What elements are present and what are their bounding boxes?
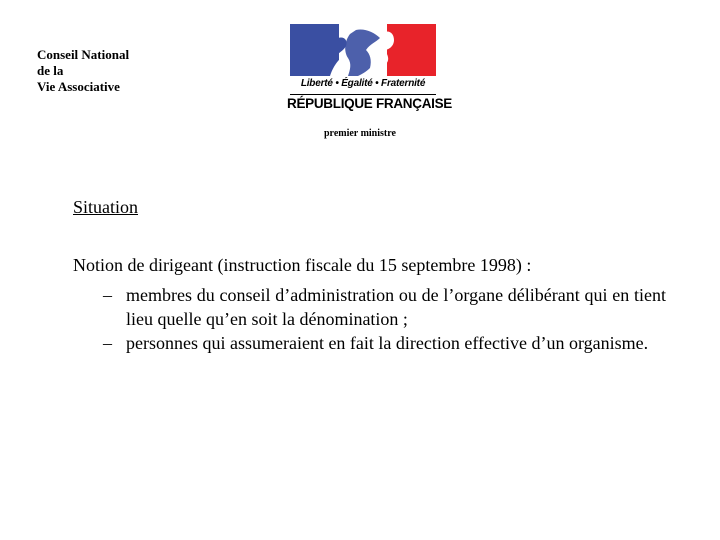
organization-name xyxy=(37,47,129,95)
bullet-marker: – xyxy=(103,333,112,353)
list-item xyxy=(103,283,666,331)
list-item-text: personnes qui assumeraient en fait la direction effective d’un organisme. xyxy=(126,333,649,353)
list-item xyxy=(103,331,666,355)
intro-text: Notion de dirigeant (instruction fiscale du 15 septembre 1998) : xyxy=(73,255,532,275)
logo-divider xyxy=(290,94,436,95)
bullet-list xyxy=(103,283,666,355)
organization-line: Vie Associative xyxy=(37,79,120,94)
organization-line: de la xyxy=(37,63,64,78)
bullet-marker: – xyxy=(103,285,112,305)
marianne-flag-icon xyxy=(290,24,436,76)
organization-line: Conseil National xyxy=(37,47,130,62)
section-heading: Situation xyxy=(73,197,139,217)
republique-francaise-logo xyxy=(287,24,453,116)
subtitle-premier-ministre: premier ministre xyxy=(324,128,396,139)
logo-motto: Liberté • Égalité • Fraternité xyxy=(300,78,426,89)
logo-republic-name: RÉPUBLIQUE FRANÇAISE xyxy=(287,96,453,111)
list-item-text: membres du conseil d’administration ou de l’organe délibérant qui en tient lieu quelle qu’en soit la dénomination ; xyxy=(126,285,666,329)
